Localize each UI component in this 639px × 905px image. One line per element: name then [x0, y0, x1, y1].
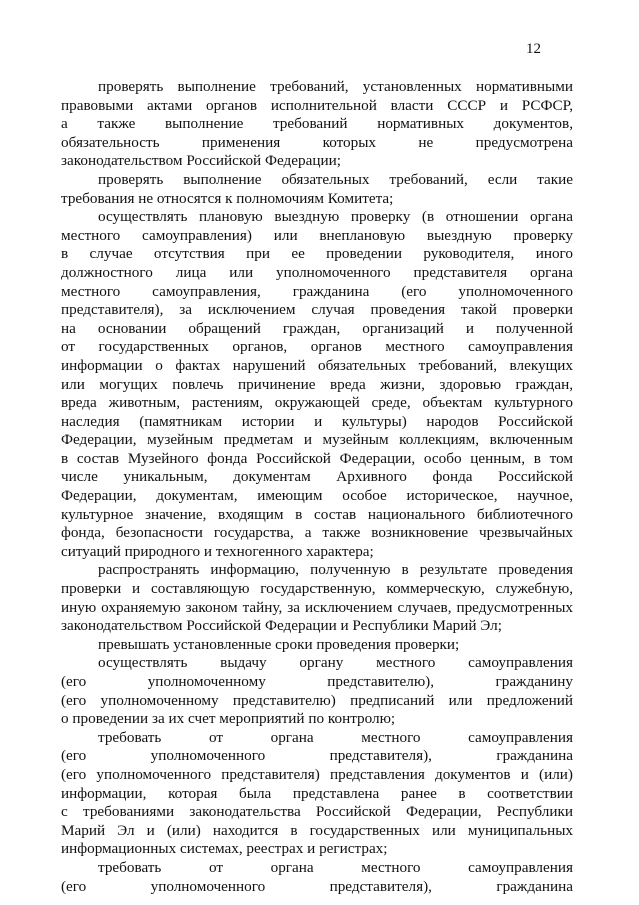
text-line: иную охраняемую законом тайну, за исключением случаев, предусмотренных	[61, 598, 573, 616]
text-line: осуществлять выдачу органу местного самоуправления	[98, 654, 573, 672]
text-line: Федерации, музейным предметам и музейным коллекциям, включенным	[61, 431, 573, 449]
paragraph	[61, 208, 573, 561]
text-line: культурное значение, входящим в состав национального библиотечного	[61, 505, 573, 523]
text-line: наследия (памятникам истории и культуры) народов Российской	[61, 412, 573, 430]
text-line: в состав Музейного фонда Российской Федерации, особо ценным, в том	[61, 449, 573, 467]
paragraph	[61, 78, 573, 171]
text-line: распространять информацию, полученную в результате проведения	[98, 561, 573, 579]
paragraph	[61, 636, 573, 655]
text-line: законодательством Российской Федерации;	[61, 152, 341, 170]
text-line: от государственных органов, органов местного самоуправления	[61, 338, 573, 356]
text-line: информации о фактах нарушений обязательных требований, влекущих	[61, 356, 573, 374]
text-line: Федерации, документам, имеющим особое историческое, научное,	[61, 487, 573, 505]
text-line: информационных системах, реестрах и регистрах;	[61, 840, 388, 858]
text-line: фонда, безопасности государства, а также возникновение чрезвычайных	[61, 524, 573, 542]
text-line: на основании обращений граждан, организаций и полученной	[61, 319, 573, 337]
paragraph	[61, 859, 573, 896]
text-line: требовать от органа местного самоуправления	[98, 858, 573, 876]
text-line: вреда животным, растениям, окружающей среде, объектам культурного	[61, 394, 573, 412]
text-line: проверки и составляющую государственную, коммерческую, служебную,	[61, 580, 573, 598]
text-line: требовать от органа местного самоуправления	[98, 728, 573, 746]
text-line: законодательством Российской Федерации и Республики Марий Эл;	[61, 617, 502, 635]
paragraph	[61, 561, 573, 635]
text-line: осуществлять плановую выездную проверку (в отношении органа	[98, 208, 573, 226]
text-line: местного самоуправления) или внеплановую выездную проверку	[61, 226, 573, 244]
text-line: (его уполномоченного представителя), гражданина	[61, 747, 573, 765]
text-line: Марий Эл и (или) находится в государственных или муниципальных	[61, 821, 573, 839]
paragraph	[61, 654, 573, 728]
text-line: с требованиями законодательства Российской Федерации, Республики	[61, 803, 573, 821]
text-line: местного самоуправления, гражданина (его уполномоченного	[61, 282, 573, 300]
text-line: превышать установленные сроки проведения проверки;	[98, 635, 460, 653]
text-line: ситуаций природного и техногенного характера;	[61, 542, 374, 560]
document-body	[61, 78, 573, 896]
text-line: (его уполномоченного представителя) представления документов и (или)	[61, 765, 573, 783]
text-line: обязательность применения которых не предусмотрена	[61, 133, 573, 151]
text-line: о проведении за их счет мероприятий по контролю;	[61, 710, 396, 728]
page-number: 12	[526, 41, 541, 57]
paragraph	[61, 171, 573, 208]
text-line: (его уполномоченного представителя), гражданина	[61, 877, 573, 895]
text-line: а также выполнение требований нормативных документов,	[61, 115, 573, 133]
text-line: информации, которая была представлена ранее в соответствии	[61, 784, 573, 802]
text-line: в случае отсутствия при ее проведении руководителя, иного	[61, 245, 573, 263]
text-line: представителя), за исключением случая проведения такой проверки	[61, 301, 573, 319]
text-line: проверять выполнение обязательных требований, если такие	[98, 170, 573, 188]
paragraph	[61, 729, 573, 859]
text-line: проверять выполнение требований, установленных нормативными	[98, 78, 573, 95]
text-line: (его уполномоченному представителю), гражданину	[61, 673, 573, 690]
text-line: числе уникальным, документам Архивного фонда Российской	[61, 468, 573, 486]
text-line: или могущих повлечь причинение вреда жизни, здоровью граждан,	[61, 375, 573, 393]
text-line: должностного лица или уполномоченного представителя органа	[61, 263, 573, 281]
text-line: (его уполномоченному представителю) предписаний или предложений	[61, 691, 573, 709]
text-line: правовыми актами органов исполнительной власти СССР и РСФСР,	[61, 96, 573, 114]
text-line: требования не относятся к полномочиям Комитета;	[61, 189, 394, 207]
